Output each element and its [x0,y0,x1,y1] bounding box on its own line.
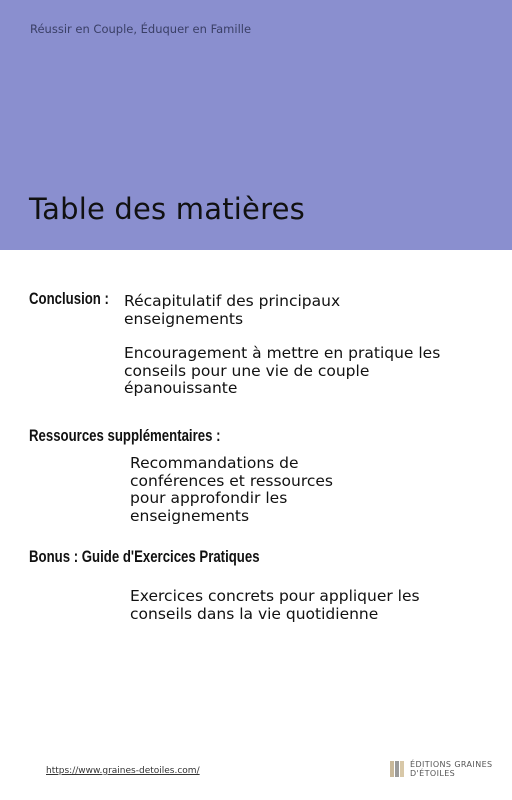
page-title: Table des matières [29,192,305,226]
publisher-logo [390,760,500,778]
publisher-name-line1: ÉDITIONS GRAINES [410,760,493,769]
section-label: Bonus : Guide d'Exercices Pratiques [29,548,260,566]
book-stripes-logo-icon [390,761,404,777]
toc-entry: Recommandations de conférences et ressources pour approfondir les enseignements [130,454,334,525]
website-link[interactable]: https://www.graines-detoiles.com/ [46,766,200,776]
publisher-name-line2: D'ÉTOILES [410,769,456,778]
header-banner [0,0,512,250]
toc-entry: Exercices concrets pour appliquer les conseils dans la vie quotidienne [130,587,420,623]
toc-entry: Récapitulatif des principaux enseignements [124,292,341,328]
toc-entry: Encouragement à mettre en pratique les conseils pour une vie de couple épanouissante [124,344,441,397]
section-label: Ressources supplémentaires : [29,427,221,445]
publisher-name [410,760,500,778]
series-title: Réussir en Couple, Éduquer en Famille [30,22,252,36]
section-label: Conclusion : [29,290,109,308]
